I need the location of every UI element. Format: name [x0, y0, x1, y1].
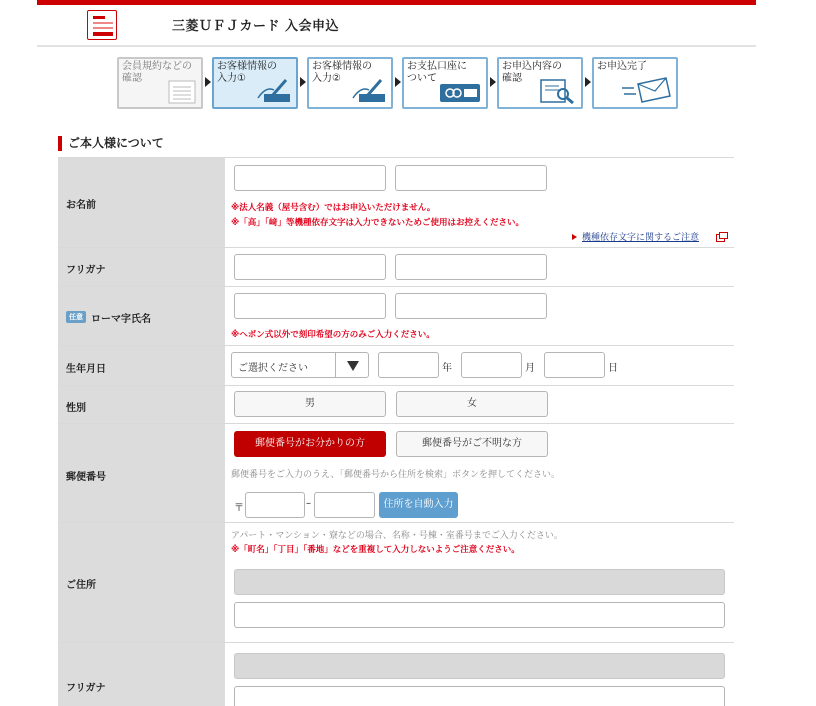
section-title: ご本人様について: [58, 136, 164, 151]
step-arrow: [585, 77, 591, 87]
row-address-furigana: [58, 642, 734, 706]
optional-badge: 任意: [66, 311, 86, 323]
dependent-chars-link[interactable]: 機種依存文字に関するご注意: [582, 233, 700, 243]
label-gender: 性別: [66, 403, 86, 414]
step-label: お客様情報の 入力②: [312, 61, 372, 84]
step-arrow: [395, 77, 401, 87]
label-furigana: フリガナ: [66, 265, 106, 276]
postal-known-button[interactable]: 郵便番号がお分かりの方: [234, 431, 386, 457]
birth-year-input[interactable]: [378, 352, 439, 378]
row-address: [58, 522, 734, 642]
last-name-roman-input[interactable]: [234, 293, 386, 319]
step-confirm: [497, 57, 583, 109]
step-terms: [117, 57, 203, 109]
label-roman-name: ローマ字氏名: [91, 314, 151, 325]
step-info-1: [212, 57, 298, 109]
address-hint: アパート・マンション・寮などの場合、名称・号棟・室番号までご入力ください。: [231, 531, 563, 541]
unit-day: 日: [608, 363, 618, 374]
magnifier-document-icon: [537, 78, 577, 104]
first-name-input[interactable]: [395, 165, 547, 191]
unit-year: 年: [442, 363, 452, 374]
first-name-roman-input[interactable]: [395, 293, 547, 319]
note-no-corporate: ※法人名義（屋号含む）ではお申込いただけません。: [231, 203, 436, 213]
first-name-kana-input[interactable]: [395, 254, 547, 280]
row-postal-code: [58, 423, 734, 522]
address-kana-auto-input: [234, 653, 725, 679]
label-postal-code: 郵便番号: [66, 472, 106, 483]
step-label: お申込内容の 確認: [502, 61, 562, 84]
step-label: お支払口座に ついて: [407, 61, 467, 84]
label-address: ご住所: [66, 580, 96, 591]
page-header: [37, 5, 756, 47]
chevron-down-icon: [335, 353, 368, 377]
row-gender: [58, 385, 734, 423]
step-arrow: [205, 77, 211, 87]
step-arrow: [490, 77, 496, 87]
row-birthdate: [58, 345, 734, 385]
gender-male-button[interactable]: 男: [234, 391, 386, 417]
pen-writing-icon: [347, 76, 387, 104]
row-furigana: [58, 247, 734, 286]
auto-fill-address-button[interactable]: 住所を自動入力: [379, 492, 458, 518]
row-name: [58, 157, 734, 247]
era-select[interactable]: [231, 352, 369, 378]
step-info-2: [307, 57, 393, 109]
postal-dash: –: [306, 498, 311, 509]
row-roman-name: [58, 286, 734, 345]
last-name-kana-input[interactable]: [234, 254, 386, 280]
step-complete: [592, 57, 678, 109]
birth-month-input[interactable]: [461, 352, 522, 378]
note-dependent-chars: ※「高」「﨑」等機種依存文字は入力できないためご使用はお控えください。: [231, 218, 525, 228]
external-window-icon: [716, 232, 728, 242]
step-arrow: [300, 77, 306, 87]
step-payment-account: [402, 57, 488, 109]
unit-month: 月: [525, 363, 535, 374]
label-address-furigana: フリガナ: [66, 683, 106, 694]
note-hepburn: ※ヘボン式以外で刻印希望の方のみご入力ください。: [231, 330, 435, 340]
postal-code-second-input[interactable]: [314, 492, 375, 518]
address-note: ※「町名」「丁目」「番地」などを重複して入力しないようご注意ください。: [231, 545, 520, 555]
page-title: 三菱ＵＦＪカード 入会申込: [172, 19, 340, 34]
postal-hint: 郵便番号をご入力のうえ、「郵便番号から住所を検索」ボタンを押してください。: [231, 470, 561, 480]
last-name-input[interactable]: [234, 165, 386, 191]
step-label: お申込完了: [597, 61, 647, 72]
gender-female-button[interactable]: 女: [396, 391, 548, 417]
label-birthdate: 生年月日: [66, 364, 106, 375]
link-arrow-icon: [572, 234, 577, 240]
address-kana-detail-input[interactable]: [234, 686, 725, 706]
step-label: お客様情報の 入力①: [217, 61, 277, 84]
postal-mark: 〒: [234, 503, 244, 514]
pen-writing-icon: [252, 76, 292, 104]
bank-card-icon: [438, 80, 482, 104]
era-select-value: ご選択ください: [238, 363, 308, 374]
postal-code-first-input[interactable]: [245, 492, 305, 518]
document-icon: [167, 80, 197, 104]
card-logo-icon: [87, 10, 117, 40]
address-detail-input[interactable]: [234, 602, 725, 628]
label-name: お名前: [66, 200, 96, 211]
postal-unknown-button[interactable]: 郵便番号がご不明な方: [396, 431, 548, 457]
envelope-send-icon: [620, 74, 672, 104]
birth-day-input[interactable]: [544, 352, 605, 378]
step-label: 会員規約などの 確認: [122, 61, 192, 84]
address-auto-input: [234, 569, 725, 595]
